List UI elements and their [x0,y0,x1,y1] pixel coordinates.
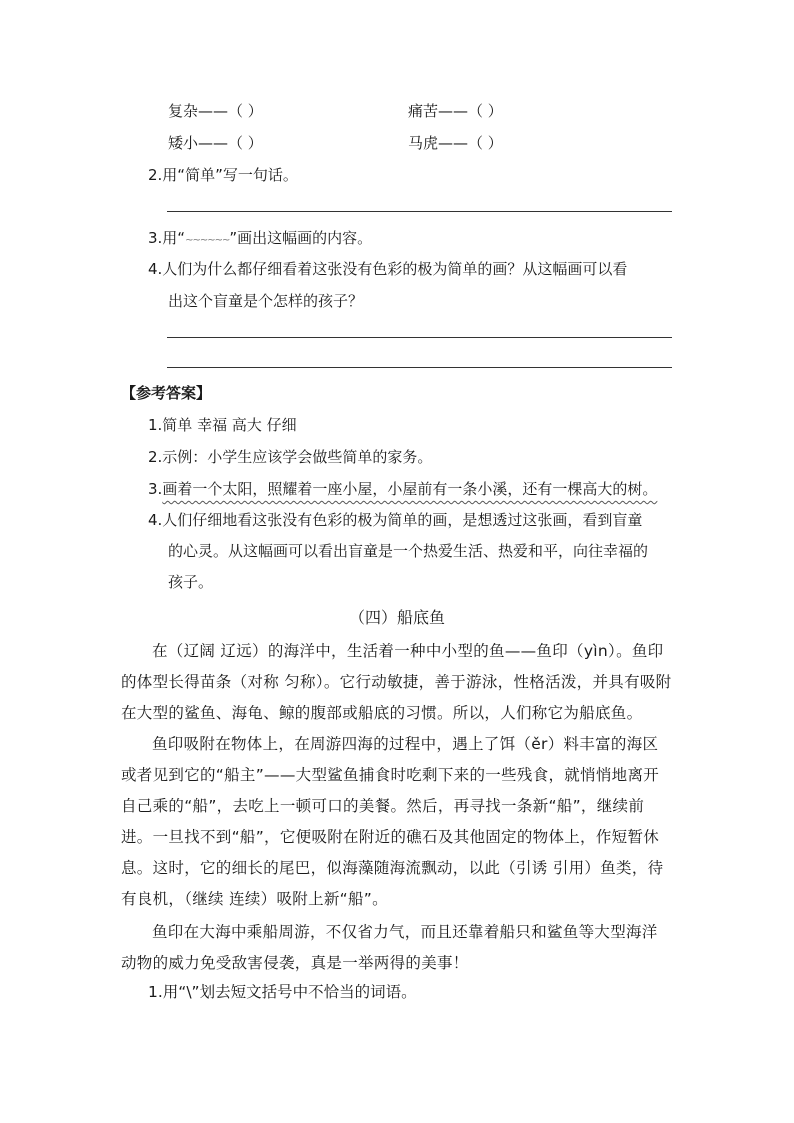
pair-left-2: 矮小——（ ） [168,134,263,152]
pair-right-1: 痛苦——（ ） [408,102,503,120]
section-title: （四）船底鱼 [348,608,445,627]
answer-line [167,337,672,338]
answer-3 [148,478,657,499]
question-3-suffix: ”画出这幅画的内容。 [229,229,373,247]
answer-1: 1.简单 幸福 高大 仔细 [148,416,297,434]
answer-line [167,211,672,212]
question-2: 2.用“简单”写一句话。 [148,166,298,184]
question-3-prefix: 3.用“ [148,229,186,247]
paragraph-1: 在（辽阔 辽远）的海洋中，生活着一种中小型的鱼——鱼印（yìn）。鱼印的体型长得苗条（对称 匀称）。它行动敏捷，善于游泳，性格活泼，并具有吸附在大型的鲨鱼、海龟、鲸的腹部或船底的习惯。所以，人们称它为船底鱼。 [121,642,672,722]
pair-left-1: 复杂——（ ） [168,102,263,120]
answer-4-line-1: 4.人们仔细地看这张没有色彩的极为简单的画，是想透过这张画，看到盲童 [148,511,643,529]
question-4-line-1: 4.人们为什么都仔细看着这张没有色彩的极为简单的画？从这幅画可以看 [148,260,628,278]
answer-4-line-2: 的心灵。从这幅画可以看出盲童是一个热爱生活、热爱和平，向往幸福的 [168,542,649,560]
pair-right-2: 马虎——（ ） [408,134,503,152]
paragraph-2: 鱼印吸附在物体上，在周游四海的过程中，遇上了饵（ěr）料丰富的海区或者见到它的“船主”——大型鲨鱼捕食时吃剩下来的一些残食，就悄悄地离开自己乘的“船”，去吃上一顿可口的美餐。然后，再寻找一条新“船”，继续前进。一旦找不到“船”，它便吸附在附近的礁石及其他固定的物体上，作短暂休息。这时，它的细长的尾巴，似海藻随海流飘动，以此（引诱 引用）鱼类，待有良机，（继续 连续）吸附上新“船”。 [121,735,664,908]
answer-4-line-3: 孩子。 [168,573,214,591]
answers-title: 【参考答案】 [121,384,212,402]
answer-3-prefix: 3. [148,480,163,498]
answer-3-text: 画着一个太阳，照耀着一座小屋，小屋前有一条小溪，还有一棵高大的树。 [162,480,658,498]
answer-line [167,367,672,368]
answer-2: 2.示例：小学生应该学会做些简单的家务。 [148,448,433,466]
passage-question-1: 1.用“\”划去短文括号中不恰当的词语。 [148,983,417,1001]
wavy-line-mark: ~~~~~~ [185,235,230,246]
paragraph-3: 鱼印在大海中乘船周游，不仅省力气，而且还靠着船只和鲨鱼等大型海洋动物的威力免受敌害侵袭，真是一举两得的美事！ [121,923,658,972]
question-4-line-2: 出这个盲童是个怎样的孩子？ [168,292,364,310]
question-3 [148,227,372,248]
